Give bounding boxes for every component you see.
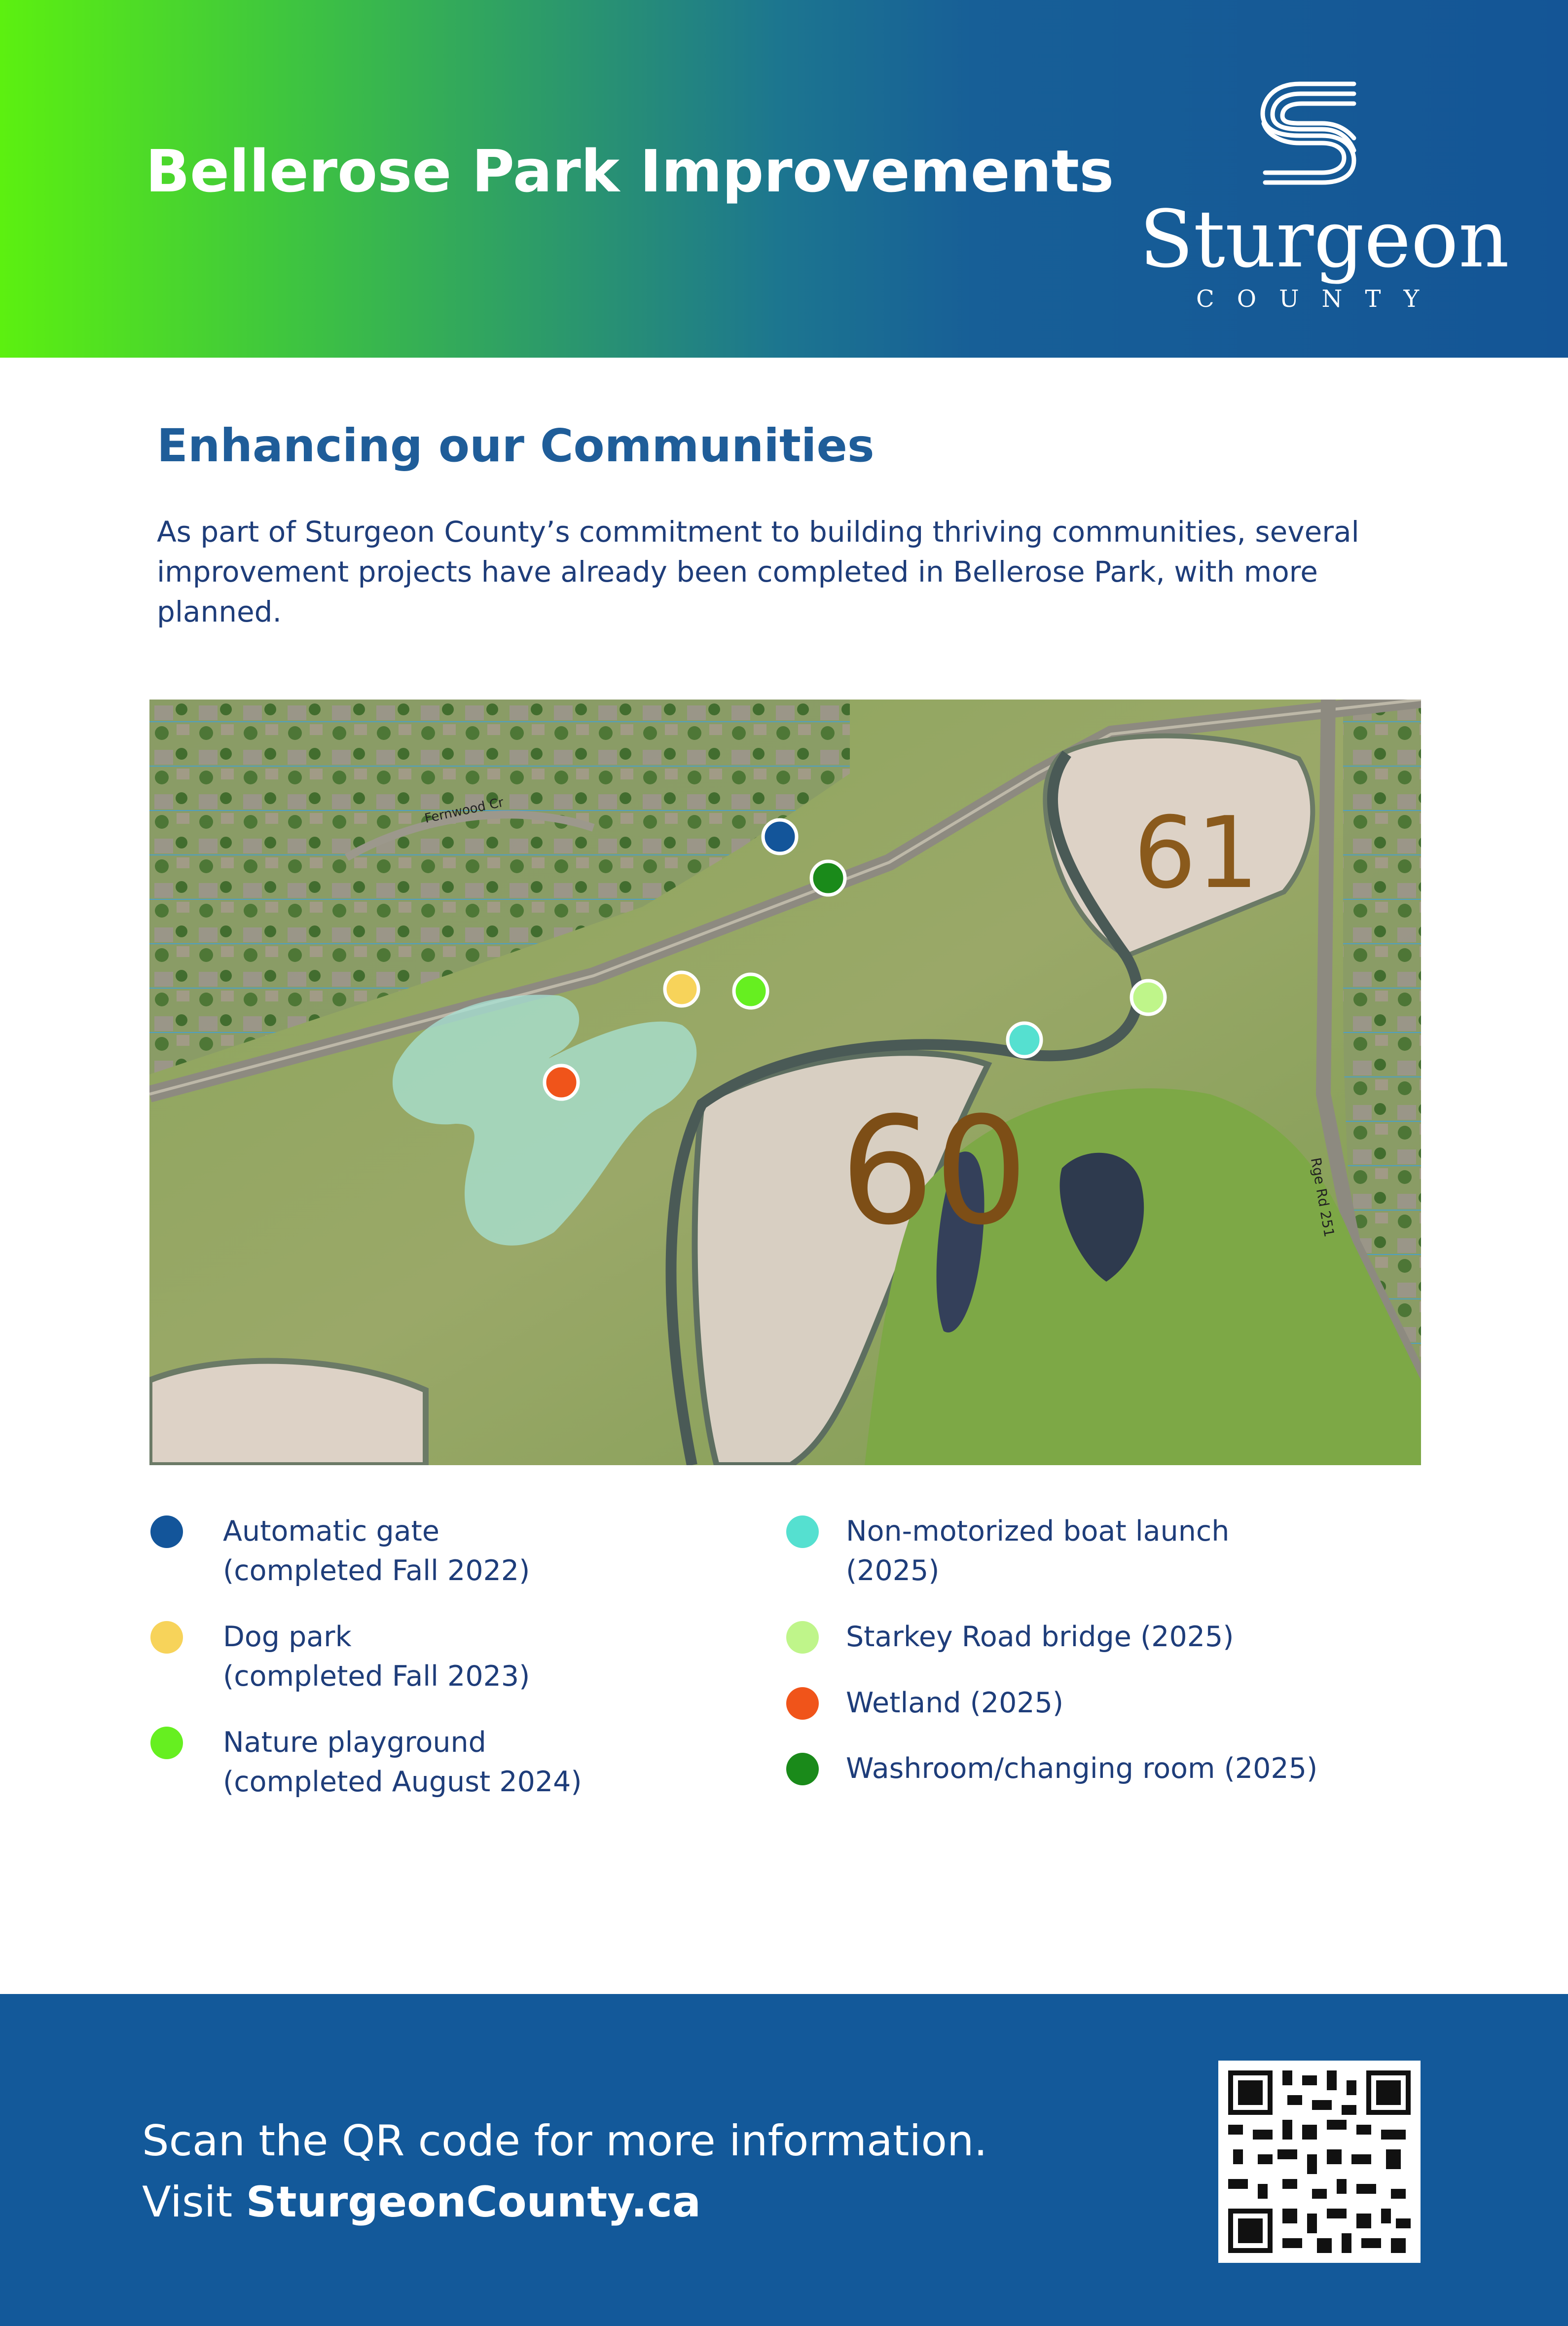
legend-dot-icon (786, 1621, 819, 1654)
qr-code-icon (1218, 2061, 1421, 2263)
legend-label: Automatic gate (completed Fall 2022) (223, 1515, 530, 1587)
page-title: Bellerose Park Improvements (146, 137, 1114, 205)
map-label-rge-rd: Rge Rd 251 (1307, 1156, 1338, 1239)
map-label-fernwood: Fernwood Cr (423, 795, 505, 826)
park-aerial-map (149, 700, 1421, 1465)
footer-visit-text (142, 2178, 701, 2227)
legend-dot-icon (150, 1727, 183, 1759)
legend-label: Non-motorized boat launch (2025) (846, 1515, 1230, 1587)
marker-starkey-bridge[interactable] (1131, 981, 1165, 1014)
logo-wordmark: Sturgeon (1139, 193, 1509, 285)
zone-label-60: 60 (840, 1085, 1028, 1257)
legend-label: Starkey Road bridge (2025) (846, 1621, 1234, 1653)
legend-label: Dog park (completed Fall 2023) (223, 1621, 530, 1693)
sturgeon-s-icon (1253, 74, 1366, 187)
intro-paragraph: As part of Sturgeon County’s commitment to building thriving communities, several improvement projects have already been completed in Bellerose Park, with more planned. (157, 515, 1359, 628)
marker-dog-park[interactable] (665, 972, 698, 1006)
website-link[interactable]: SturgeonCounty.ca (246, 2178, 701, 2227)
legend-label: Washroom/changing room (2025) (846, 1752, 1318, 1785)
legend-label: Wetland (2025) (846, 1687, 1064, 1719)
marker-wetland[interactable] (545, 1066, 578, 1099)
marker-washroom[interactable] (811, 861, 845, 895)
pit-southwest (149, 1361, 426, 1465)
footer-scan-text: Scan the QR code for more information. (142, 2116, 987, 2166)
legend-label: Nature playground (completed August 2024) (223, 1726, 582, 1798)
legend-dot-icon (786, 1753, 819, 1785)
section-heading: Enhancing our Communities (157, 419, 875, 472)
legend-dot-icon (150, 1621, 183, 1654)
legend-dot-icon (786, 1687, 819, 1720)
header-banner (0, 0, 1568, 358)
marker-nature-playground[interactable] (734, 974, 767, 1008)
sturgeon-county-logo (1139, 74, 1509, 316)
marker-boat-launch[interactable] (1008, 1023, 1041, 1057)
zone-label-61: 61 (1133, 796, 1259, 911)
footer-banner (0, 1994, 1568, 2326)
logo-subtitle: COUNTY (1196, 285, 1442, 313)
qr-code[interactable] (1218, 2061, 1421, 2263)
legend-dot-icon (786, 1515, 819, 1548)
map-svg (149, 700, 1421, 1465)
legend-dot-icon (150, 1515, 183, 1548)
marker-automatic-gate[interactable] (763, 820, 797, 853)
footer-visit-prefix: Visit (142, 2178, 246, 2227)
